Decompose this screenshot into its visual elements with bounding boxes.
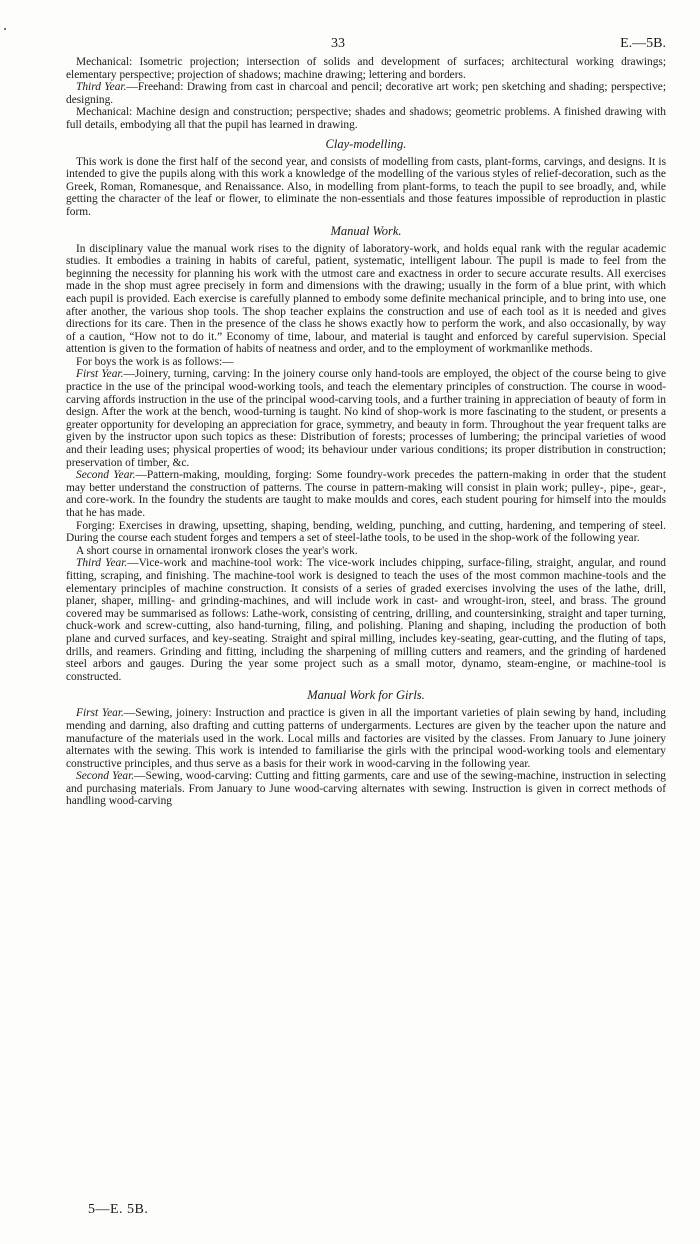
paragraph: A short course in ornamental ironwork closes the year's work. — [76, 544, 358, 557]
year-heading: First Year. — [76, 707, 124, 720]
paragraph: First Year.—Joinery, turning, carving: In the joinery course only hand-tools are employed, the object of the course being to give practice in the use of the principal wood-working tools, and teach the elementary principles of construction. The course in wood-carving affords instruction in the use of the principal wood-carving tools, and a further training in appreciation of beauty of form in design. After the work at the bench, wood-turning is taught. No kind of shop-work is more fascinating to the student, or presents a greater opportunity for developing an appreciation for grace, symmetry, and beauty in form. Throughout the year frequent talks are given by the instructor upon such topics as these: Distribution of forests; processes of lumbering; the principal varieties of wood and their leading uses; physical properties of wood; its behaviour under various conditions; its proper distribution in construction; preservation of timber, &c. — [66, 368, 666, 469]
paragraph: First Year.—Sewing, joinery: Instruction and practice is given in all the important varieties of plain sewing by hand, including mending and darning, also drafting and cutting patterns of undergarments. Lectures are given by the teacher upon the nature and manufacture of the materials used in the work. Local mills and factories are visited by the classes. From January to June joinery alternates with the sewing. This work is intended to familiarise the girls with the principal wood-working tools and elementary constructive principles, and thus serve as a basis for their work in wood-carving in the following year. — [66, 707, 666, 770]
section-heading: Manual Work for Girls. — [307, 688, 425, 703]
document-page — [66, 36, 666, 808]
year-heading: Second Year. — [76, 770, 135, 783]
section-heading: Clay-modelling. — [325, 136, 407, 151]
paragraph: Third Year.—Freehand: Drawing from cast in charcoal and pencil; decorative art work; pen sketching and shading; perspective; designing. — [66, 81, 666, 106]
paragraph: Second Year.—Pattern-making, moulding, forging: Some foundry-work precedes the pattern-making in order that the student may better understand the construction of patterns. The course in pattern-making will consist in plain work; pulley-, pipe-, gear-, and core-work. In the foundry the students are taught to make moulds and cores, each student pouring for himself into the moulds that he has made. — [66, 469, 667, 519]
page-number: 33 — [331, 36, 345, 51]
paragraph: Forging: Exercises in drawing, upsetting, shaping, bending, welding, punching, and cutting, hardening, and tempering of steel. During the course each student forges and tempers a set of steel-lathe tools, to be used in the shop-work of the following year. — [66, 519, 666, 545]
paragraph: Mechanical: Isometric projection; intersection of solids and development of surfaces; architectural working drawings; elementary perspective; projection of shadows; machine drawing; lettering and borders. — [66, 56, 666, 81]
printer-signature: 5—E. 5B. — [88, 1202, 149, 1217]
margin-mark — [4, 28, 6, 30]
year-heading: First Year. — [76, 368, 124, 381]
paragraph: Third Year.—Vice-work and machine-tool work: The vice-work includes chipping, surface-filing, straight, angular, and round fitting, scraping, and finishing. The machine-tool work is designed to teach the uses of the most common machine-tools and the elementary principles of machine construction. It consists of a series of graded exercises involving the uses of the lathe, drill, planer, shaper, milling- and grinding-machines, and will include work in cast- and wrought-iron, steel, and brass. The ground covered may be summarised as follows: Lathe-work, consisting of centring, drilling, and countersinking, straight and taper turning, chuck-work and screw-cutting, also hand-turning, filing, and polishing. Planing and shaping, including the production of both plane and curved surfaces, and key-seating. Straight and spiral milling, includes key-seating, gear-cutting, and the fluting of taps, drills, and reamers. Grinding and fitting, including the sharpening of milling cutters and reamers, and the grinding of hardened steel arbors and gauges. During the year some project such as a small motor, dynamo, steam-engine, or machine-tool is constructed. — [66, 557, 666, 683]
section-heading: Manual Work. — [330, 223, 402, 238]
paragraph: For boys the work is as follows:— — [76, 355, 234, 368]
paragraph: This work is done the first half of the second year, and consists of modelling from casts, plant-forms, carvings, and designs. It is intended to give the pupils along with this work a knowledge of the modelling of the various styles of relief-decoration, such as the Greek, Roman, Romanesque, and Renaissance. Also, in modelling from plant-forms, to teach the pupil to see broadly, and, while getting the character of the leaf or flower, to eliminate the non-essentials and those features impossible of reproduction in plastic form. — [66, 155, 666, 218]
paragraph: Second Year.—Sewing, wood-carving: Cutting and fitting garments, care and use of the sewing-machine, instruction in selecting and purchasing materials. From January to June wood-carving alternates with sewing. Instruction is given in correct methods of handling wood-carving — [66, 770, 666, 808]
document-reference: E.—5B. — [620, 36, 666, 51]
year-heading: Third Year. — [76, 557, 128, 570]
year-heading: Second Year. — [76, 469, 136, 482]
paragraph: In disciplinary value the manual work rises to the dignity of laboratory-work, and holds equal rank with the regular academic studies. It embodies a training in habits of careful, patient, systematic, intelligent labour. The pupil is made to feel from the beginning the necessity for planning his work with the utmost care and exactness in order to secure accurate results. All exercises made in the shop must agree precisely in form and dimensions with the drawing; usually in the form of a blue print, with which each pupil is provided. Each exercise is carefully planned to embody some definite mechanical principle, and to bring into use, one after another, the various shop tools. The shop teacher explains the construction and use of each tool as it is needed and gives directions for its care. Then in the presence of the class he shows exactly how to perform the work, and also occasionally, by way of a caution, “How not to do it.” Economy of time, labour, and material is taught and enforced by careful supervision. Special attention is given to the formation of habits of neatness and order, and to the employment of workmanlike methods. — [66, 242, 666, 356]
year-heading: Third Year. — [76, 81, 127, 94]
paragraph: Mechanical: Machine design and construction; perspective; shades and shadows; geometric problems. A finished drawing with full details, embodying all that the pupil has learned in drawing. — [66, 106, 666, 131]
page-header — [66, 36, 666, 56]
